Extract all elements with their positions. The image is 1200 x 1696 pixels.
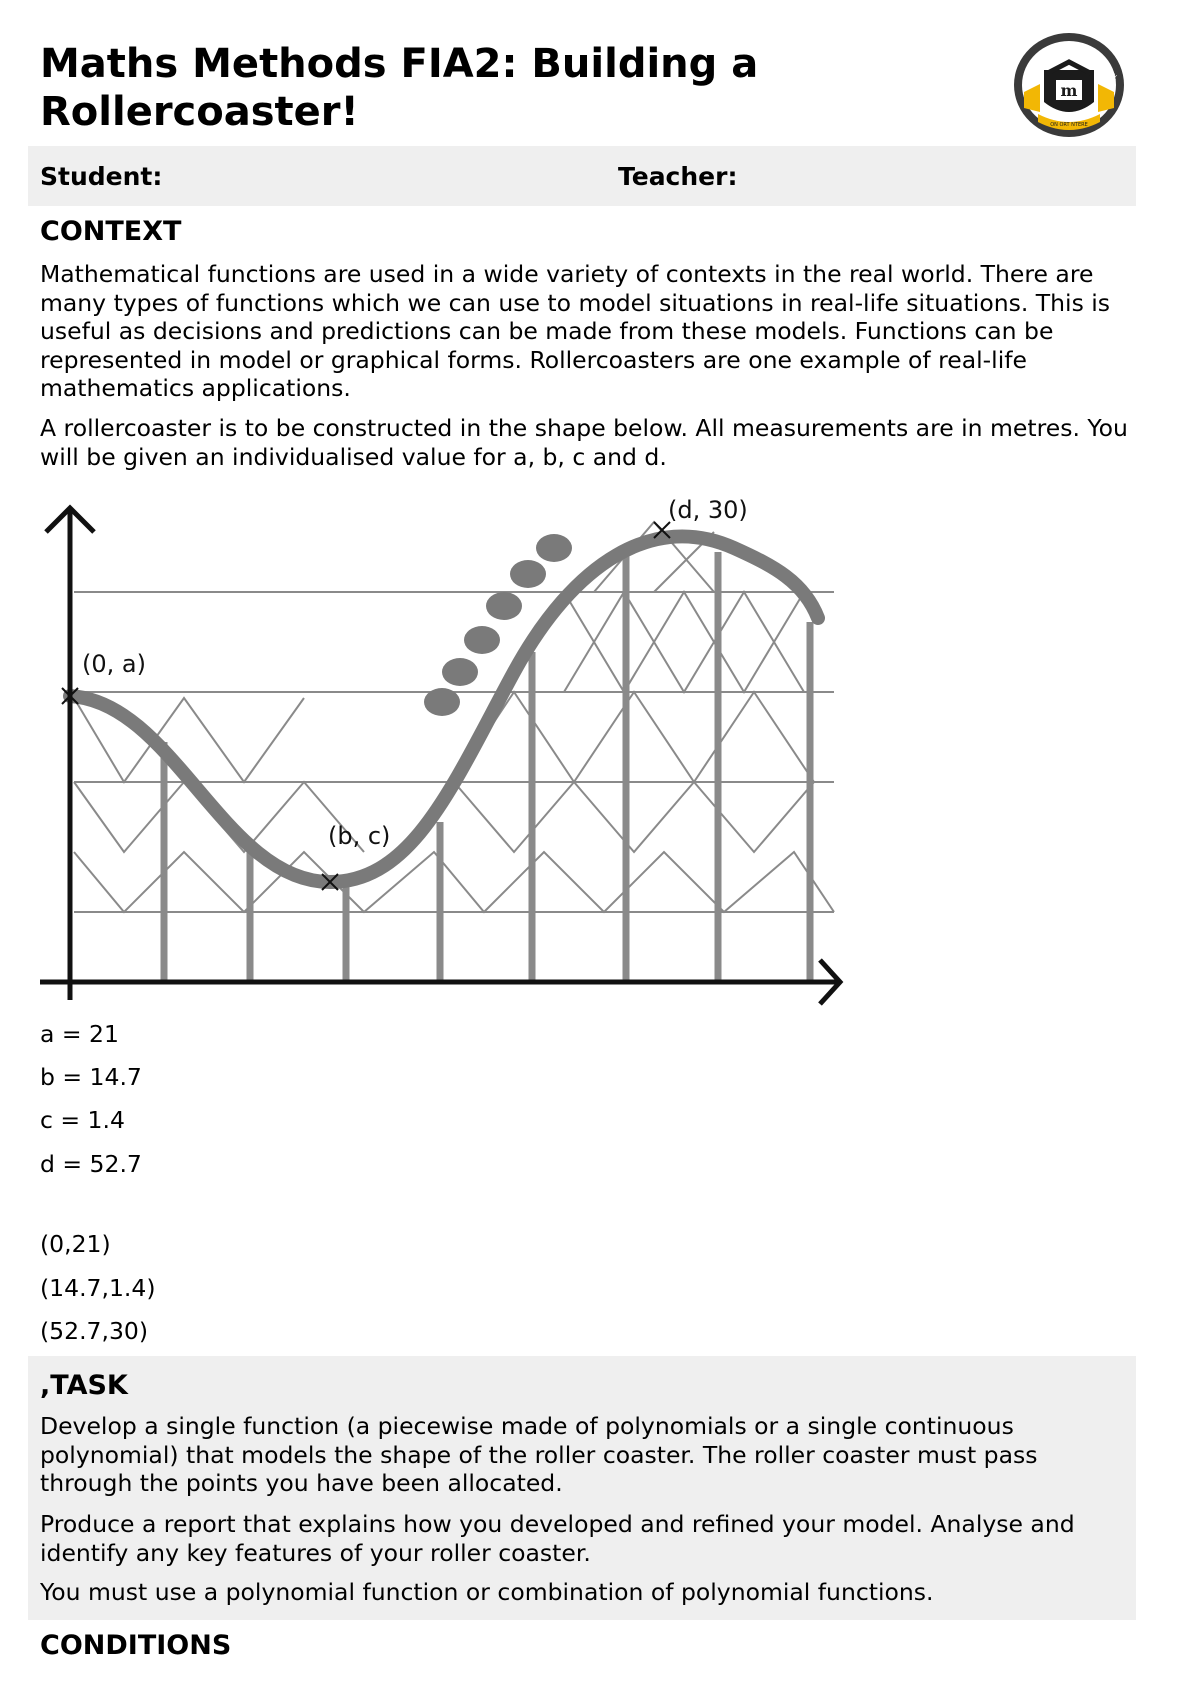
point-label-b-c: (b, c) (328, 822, 391, 850)
value-c: c = 1.4 (40, 1106, 125, 1134)
point-0: (0,21) (40, 1230, 111, 1258)
teacher-label: Teacher: (618, 162, 738, 191)
student-teacher-band (28, 146, 1136, 206)
vertical-supports (164, 552, 810, 982)
svg-text:m: m (1060, 81, 1078, 100)
y-axis (46, 508, 94, 1000)
value-a: a = 21 (40, 1020, 119, 1048)
school-crest-icon (1010, 30, 1128, 140)
point-1: (14.7,1.4) (40, 1274, 156, 1302)
task-section (28, 1356, 1136, 1620)
svg-text:SCHOOL: SCHOOL (1095, 60, 1119, 82)
point-label-d-30: (d, 30) (668, 496, 748, 524)
svg-text:HIGH: HIGH (1022, 63, 1040, 79)
value-b: b = 14.7 (40, 1063, 142, 1091)
context-paragraph-1: Mathematical functions are used in a wide variety of contexts in the real world. There are many types of functions which we can use to model situations in real-life situations. This is useful as decisions and predictions can be made from these models. Functions can be represented in model or graphical forms. Rollercoasters are one example of real-life mathematics applications. (40, 260, 1111, 402)
task-paragraph-2: Produce a report that explains how you developed and refined your model. Analyse and identify any key features of your roller coaster. (40, 1510, 1075, 1567)
rollercoaster-diagram (34, 492, 854, 1008)
point-label-0-a: (0, a) (82, 650, 146, 678)
context-paragraph-2: A rollercoaster is to be constructed in the shape below. All measurements are in metres. You will be given an individualised value for a, b, c and d. (40, 414, 1128, 471)
value-d: d = 52.7 (40, 1150, 142, 1178)
student-label: Student: (40, 162, 163, 191)
svg-text:KEDRON: KEDRON (1053, 44, 1085, 52)
point-2: (52.7,30) (40, 1317, 149, 1345)
task-paragraph-1: Develop a single function (a piecewise made of polynomials or a single continuous polynomial) that models the shape of the roller coaster. The roller coaster must pass through the points you have been allocated. (40, 1412, 1038, 1497)
task-paragraph-3: You must use a polynomial function or combination of polynomial functions. (40, 1578, 934, 1606)
context-heading: CONTEXT (40, 216, 182, 247)
svg-text:ON ORT NTERE: ON ORT NTERE (1050, 122, 1088, 128)
task-heading: ,TASK (40, 1370, 128, 1401)
conditions-heading: CONDITIONS (40, 1630, 232, 1661)
page-title: Maths Methods FIA2: Building a Rollercoaster! (40, 41, 759, 135)
